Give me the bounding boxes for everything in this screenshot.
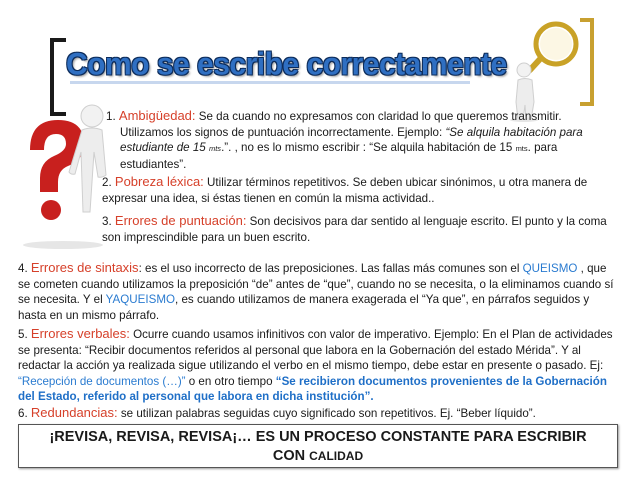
unit-mts: mts: [208, 144, 222, 153]
question-person-icon: [18, 80, 113, 250]
item-redundancias: [18, 405, 623, 422]
item-pobreza-lexica: [102, 174, 617, 206]
item-text: , es cuando utilizamos de manera exagerada el “Ya que”, en párrafos seguidos y hasta en un mismo párrafo.: [18, 293, 590, 322]
item-text: se utilizan palabras seguidas cuyo significado son repetitivos. Ej. “Beber líquido”.: [117, 407, 536, 420]
item-heading: Redundancias:: [30, 405, 118, 420]
footer-callout: [18, 424, 618, 468]
item-text: Utilizar términos repetitivos. Se deben ubicar sinónimos, u otra manera de expresar una idea, si éstas tienen en común la misma actividad..: [102, 176, 588, 205]
item-errores-sintaxis: [18, 260, 618, 323]
item-example: “Se alquila habitación para estudiante de 15: [120, 125, 583, 154]
item-text: , que se cometen cuando utilizamos la preposición “de” antes de “que”, cuando no se necesita, o la eliminamos cuando sí se necesita. Y el: [18, 262, 614, 306]
term-yaqueismo: YAQUEISMO: [105, 293, 176, 306]
item-text: o en otro tiempo: [185, 374, 276, 388]
item-text: Se da cuando no expresamos con claridad lo que queremos transmitir. Utilizamos los signos de puntuación incorrectamente. Ejemplo:: [120, 110, 562, 139]
item-text: Ocurre cuando usamos infinitivos con valor de imperativo. Ejemplo: En el Plan de actividades se presenta: “Recibir documentos referidos al personal que labora en la Gobernación del estado Mérida”. Y al redactar la acción ya realizada sigue utilizando el verbo en el mismo tiempo, debe estar en presente o pasado. Ej:: [18, 328, 613, 372]
item-number: 6.: [18, 407, 28, 420]
example-recepcion: “Recepción de documentos (…)”: [18, 374, 186, 388]
example-se-recibieron: “Se recibieron documentos provenientes de la Gobernación del Estado, referido al personal que labora en dicha institución”.: [18, 374, 607, 403]
footer-line-2: [19, 447, 617, 466]
footer-line-1: ¡REVISA, REVISA, REVISA¡… ES UN PROCESO CONSTANTE PARA ESCRIBIR: [49, 429, 587, 445]
page-title: Como se escribe correctamente: [66, 47, 507, 82]
footer-text-small: CALIDAD: [309, 449, 364, 463]
item-heading: Ambigüedad:: [118, 108, 196, 123]
item-text: .”. , no es lo mismo escribir : “Se alquila habitación de 15: [221, 141, 516, 154]
item-heading: Errores de sintaxis: [30, 260, 139, 275]
item-heading: Errores de puntuación:: [114, 213, 247, 228]
item-text: Son decisivos para dar sentido al lenguaje escrito. El punto y la coma son imprescindible para un buen escrito.: [102, 215, 607, 244]
item-errores-verbales: [18, 326, 623, 405]
item-number: 4.: [18, 262, 28, 275]
item-number: 3.: [102, 215, 112, 228]
unit-mts: mts: [515, 144, 528, 153]
item-number: 5.: [18, 328, 28, 341]
item-ambiguedad: [106, 108, 606, 172]
term-queismo: QUEISMO: [522, 262, 578, 275]
item-heading: Pobreza léxica:: [114, 174, 204, 189]
item-number: 2.: [102, 176, 112, 189]
footer-text: CON: [272, 448, 310, 464]
item-heading: Errores verbales:: [30, 326, 130, 341]
item-text: : es el uso incorrecto de las preposiciones. Las fallas más comunes son el: [138, 262, 523, 275]
item-text: . para estudiantes”.: [120, 141, 558, 171]
item-number: 1.: [106, 110, 116, 123]
item-errores-puntuacion: [102, 213, 612, 245]
